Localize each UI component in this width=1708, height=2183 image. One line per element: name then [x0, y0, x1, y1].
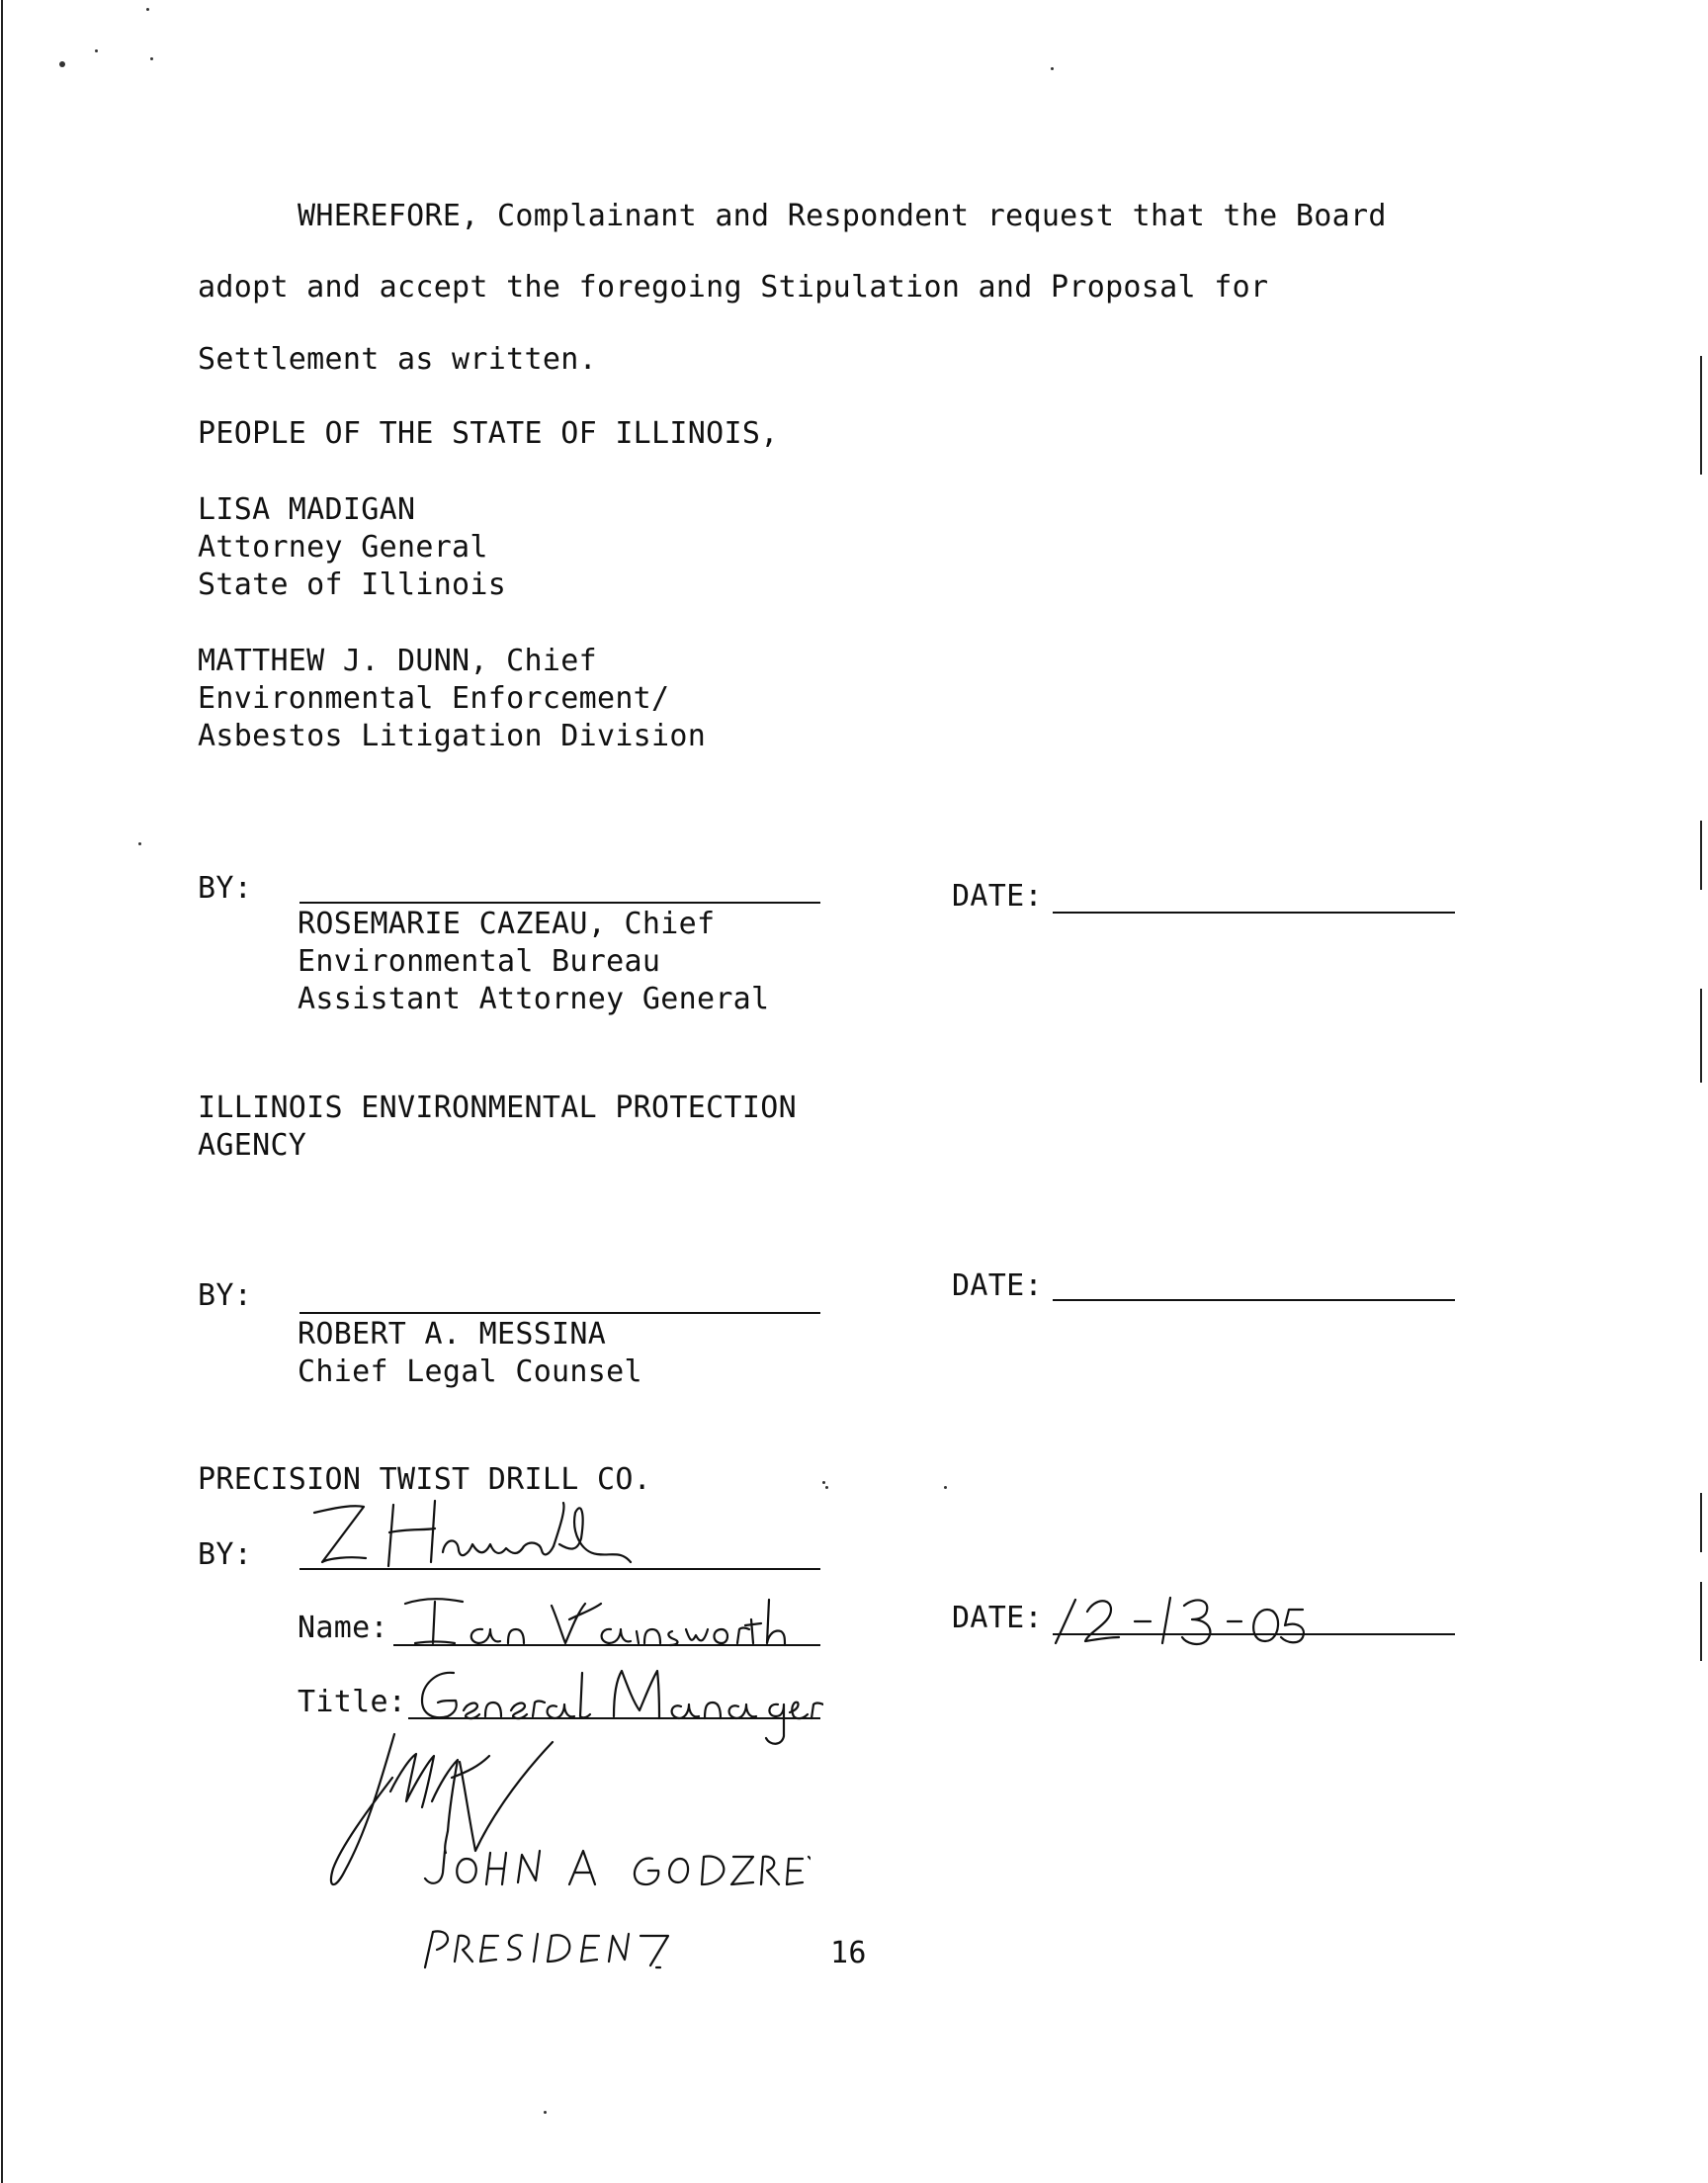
sig2-title: Chief Legal Counsel — [298, 1354, 642, 1389]
scan-speck — [95, 49, 98, 52]
paragraph-line-3: Settlement as written. — [198, 342, 597, 377]
scan-speck — [59, 61, 65, 67]
company-by-label: BY: — [198, 1537, 253, 1572]
agency-line-2: AGENCY — [198, 1128, 307, 1163]
sig1-title-line-2: Environmental Bureau — [298, 944, 661, 979]
people-heading: PEOPLE OF THE STATE OF ILLINOIS, — [198, 416, 779, 451]
sig2-date-label: DATE: — [952, 1268, 1043, 1303]
ag-name: LISA MADIGAN — [198, 492, 416, 527]
page-number: 16 — [830, 1936, 867, 1970]
agency-line-1: ILLINOIS ENVIRONMENTAL PROTECTION — [198, 1091, 797, 1125]
scan-speck — [146, 8, 149, 11]
handwritten-name — [393, 1590, 828, 1653]
scan-edge-right-1 — [1700, 356, 1702, 475]
company-date-label: DATE: — [952, 1601, 1043, 1635]
scan-speck — [825, 1486, 828, 1489]
handwritten-printed-title — [415, 1918, 702, 1977]
sig1-date-label: DATE: — [952, 879, 1043, 914]
scan-speck — [150, 57, 153, 60]
scan-edge-right-3 — [1700, 989, 1702, 1083]
sig1-signature-line — [299, 902, 820, 904]
company-heading: PRECISION TWIST DRILL CO. — [198, 1462, 652, 1497]
sig1-by-label: BY: — [198, 871, 253, 906]
company-name-label: Name: — [298, 1611, 388, 1645]
scan-speck — [1051, 67, 1054, 70]
sig2-by-label: BY: — [198, 1278, 253, 1313]
chief-name: MATTHEW J. DUNN, Chief — [198, 644, 597, 678]
scan-edge-right-2 — [1700, 821, 1702, 890]
scan-speck — [822, 1481, 825, 1484]
scan-edge-right-5 — [1700, 1582, 1702, 1661]
scan-edge-left — [1, 0, 3, 2183]
scan-edge-right-4 — [1700, 1493, 1702, 1552]
sig1-name: ROSEMARIE CAZEAU, Chief — [298, 907, 716, 941]
scan-speck — [138, 842, 141, 845]
sig2-name: ROBERT A. MESSINA — [298, 1317, 607, 1352]
scan-speck — [544, 2111, 547, 2114]
sig1-date-line — [1053, 912, 1455, 914]
sig2-date-line — [1053, 1299, 1455, 1301]
sig1-title-line-3: Assistant Attorney General — [298, 982, 770, 1016]
paragraph-line-2: adopt and accept the foregoing Stipulation and Proposal for — [198, 270, 1269, 305]
chief-division-2: Asbestos Litigation Division — [198, 719, 707, 753]
paragraph-line-1: WHEREFORE, Complainant and Respondent request that the Board — [298, 199, 1387, 233]
handwritten-signature-1 — [295, 1493, 690, 1572]
chief-division-1: Environmental Enforcement/ — [198, 681, 670, 716]
ag-title: Attorney General — [198, 530, 488, 565]
handwritten-printed-name — [415, 1839, 811, 1898]
sig2-signature-line — [299, 1312, 820, 1314]
ag-state: State of Illinois — [198, 568, 507, 602]
handwritten-date — [1048, 1592, 1305, 1651]
company-title-label: Title: — [298, 1685, 407, 1719]
scan-speck — [944, 1486, 947, 1489]
